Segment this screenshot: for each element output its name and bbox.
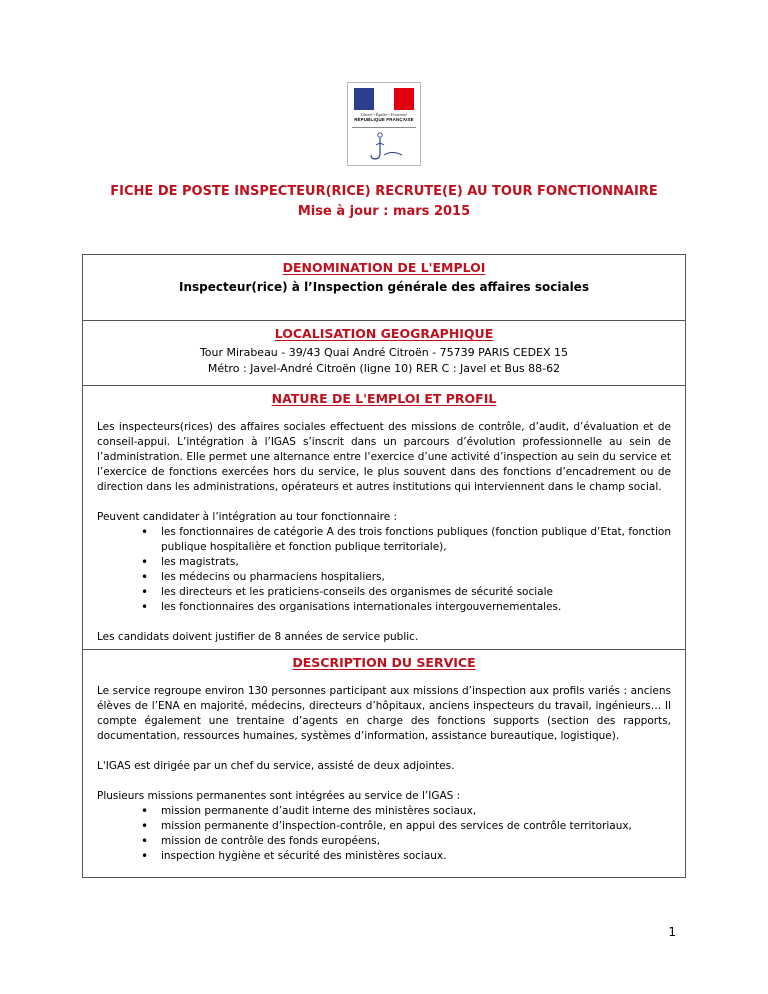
logo-republic-name: RÉPUBLIQUE FRANÇAISE bbox=[354, 117, 414, 122]
republique-francaise-logo bbox=[347, 82, 421, 166]
description-para1: Le service regroupe environ 130 personnes participant aux missions d’inspection aux profils variés : anciens élèves de l’ENA en majorité, médecins, directeurs d’hôpitaux, anciens inspecteurs du travail, ingénieurs… Il compte également une trentaine d’agents en charge des fonctions supports (section des rapports, documentation, ressources humaines, systèmes d’information, assistance bureautique, logistique). bbox=[97, 685, 671, 742]
logo-motto: Liberté • Égalité • Fraternité bbox=[360, 112, 408, 117]
section-localisation bbox=[82, 320, 686, 385]
section-heading: DESCRIPTION DU SERVICE bbox=[292, 655, 476, 670]
requirement-text: Les candidats doivent justifier de 8 années de service public. bbox=[97, 631, 419, 643]
job-title: Inspecteur(rice) à l’Inspection générale des affaires sociales bbox=[179, 280, 589, 294]
section-denomination bbox=[82, 254, 686, 320]
list-item: • mission de contrôle des fonds européens, bbox=[97, 834, 671, 849]
candidates-lead: Peuvent candidater à l’intégration au tour fonctionnaire : bbox=[97, 511, 398, 523]
section-heading: NATURE DE L'EMPLOI ET PROFIL bbox=[271, 391, 497, 406]
list-item: • les médecins ou pharmaciens hospitaliers, bbox=[97, 570, 671, 585]
igas-emblem-icon bbox=[358, 129, 410, 165]
list-item: • les magistrats, bbox=[97, 555, 671, 570]
list-item: • inspection hygiène et sécurité des ministères sociaux. bbox=[97, 849, 671, 864]
logo-divider bbox=[352, 127, 416, 128]
section-description bbox=[82, 649, 686, 878]
tricolor-flag-icon bbox=[354, 88, 414, 110]
address-text: Tour Mirabeau - 39/43 Quai André Citroën - 75739 PARIS CEDEX 15 bbox=[199, 346, 569, 359]
page-number: 1 bbox=[668, 925, 676, 939]
list-item: • les directeurs et les praticiens-conseils des organismes de sécurité sociale bbox=[97, 585, 671, 600]
page-title: FICHE DE POSTE INSPECTEUR(RICE) RECRUTE(E) AU TOUR FONCTIONNAIRE bbox=[110, 184, 658, 199]
update-date: Mise à jour : mars 2015 bbox=[297, 204, 471, 219]
section-heading: LOCALISATION GEOGRAPHIQUE bbox=[274, 326, 494, 341]
section-nature bbox=[82, 385, 686, 649]
candidates-list bbox=[97, 525, 671, 615]
marianne-emblem bbox=[352, 86, 416, 126]
list-item: • mission permanente d’inspection-contrôle, en appui des services de contrôle territoriaux, bbox=[97, 819, 671, 834]
missions-list bbox=[97, 804, 671, 864]
description-para2: L'IGAS est dirigée par un chef du service, assisté de deux adjointes. bbox=[97, 760, 455, 772]
list-item: • mission permanente d’audit interne des ministères sociaux, bbox=[97, 804, 671, 819]
list-item: • les fonctionnaires des organisations internationales intergouvernementales. bbox=[97, 600, 671, 615]
missions-lead: Plusieurs missions permanentes sont intégrées au service de l’IGAS : bbox=[97, 790, 461, 802]
nature-intro: Les inspecteurs(rices) des affaires sociales effectuent des missions de contrôle, d’audit, d’évaluation et de conseil-appui. L’intégration à l’IGAS s’inscrit dans un parcours d’évolution professionnelle au sein de l’administration. Elle permet une alternance entre l’exercice d’une activité d’inspection au sein du service et l’exercice de fonctions exercées hors du service, le plus souvent dans des fonctions d’encadrement ou de direction dans les administrations, opérateurs et autres institutions qui interviennent dans le champ social. bbox=[97, 421, 671, 493]
list-item: • les fonctionnaires de catégorie A des trois fonctions publiques (fonction publique d’Etat, fonction publique hospitalière et fonction publique territoriale), bbox=[97, 525, 671, 555]
transport-text: Métro : Javel-André Citroën (ligne 10) RER C : Javel et Bus 88-62 bbox=[207, 362, 561, 375]
section-heading: DENOMINATION DE L'EMPLOI bbox=[282, 260, 486, 275]
